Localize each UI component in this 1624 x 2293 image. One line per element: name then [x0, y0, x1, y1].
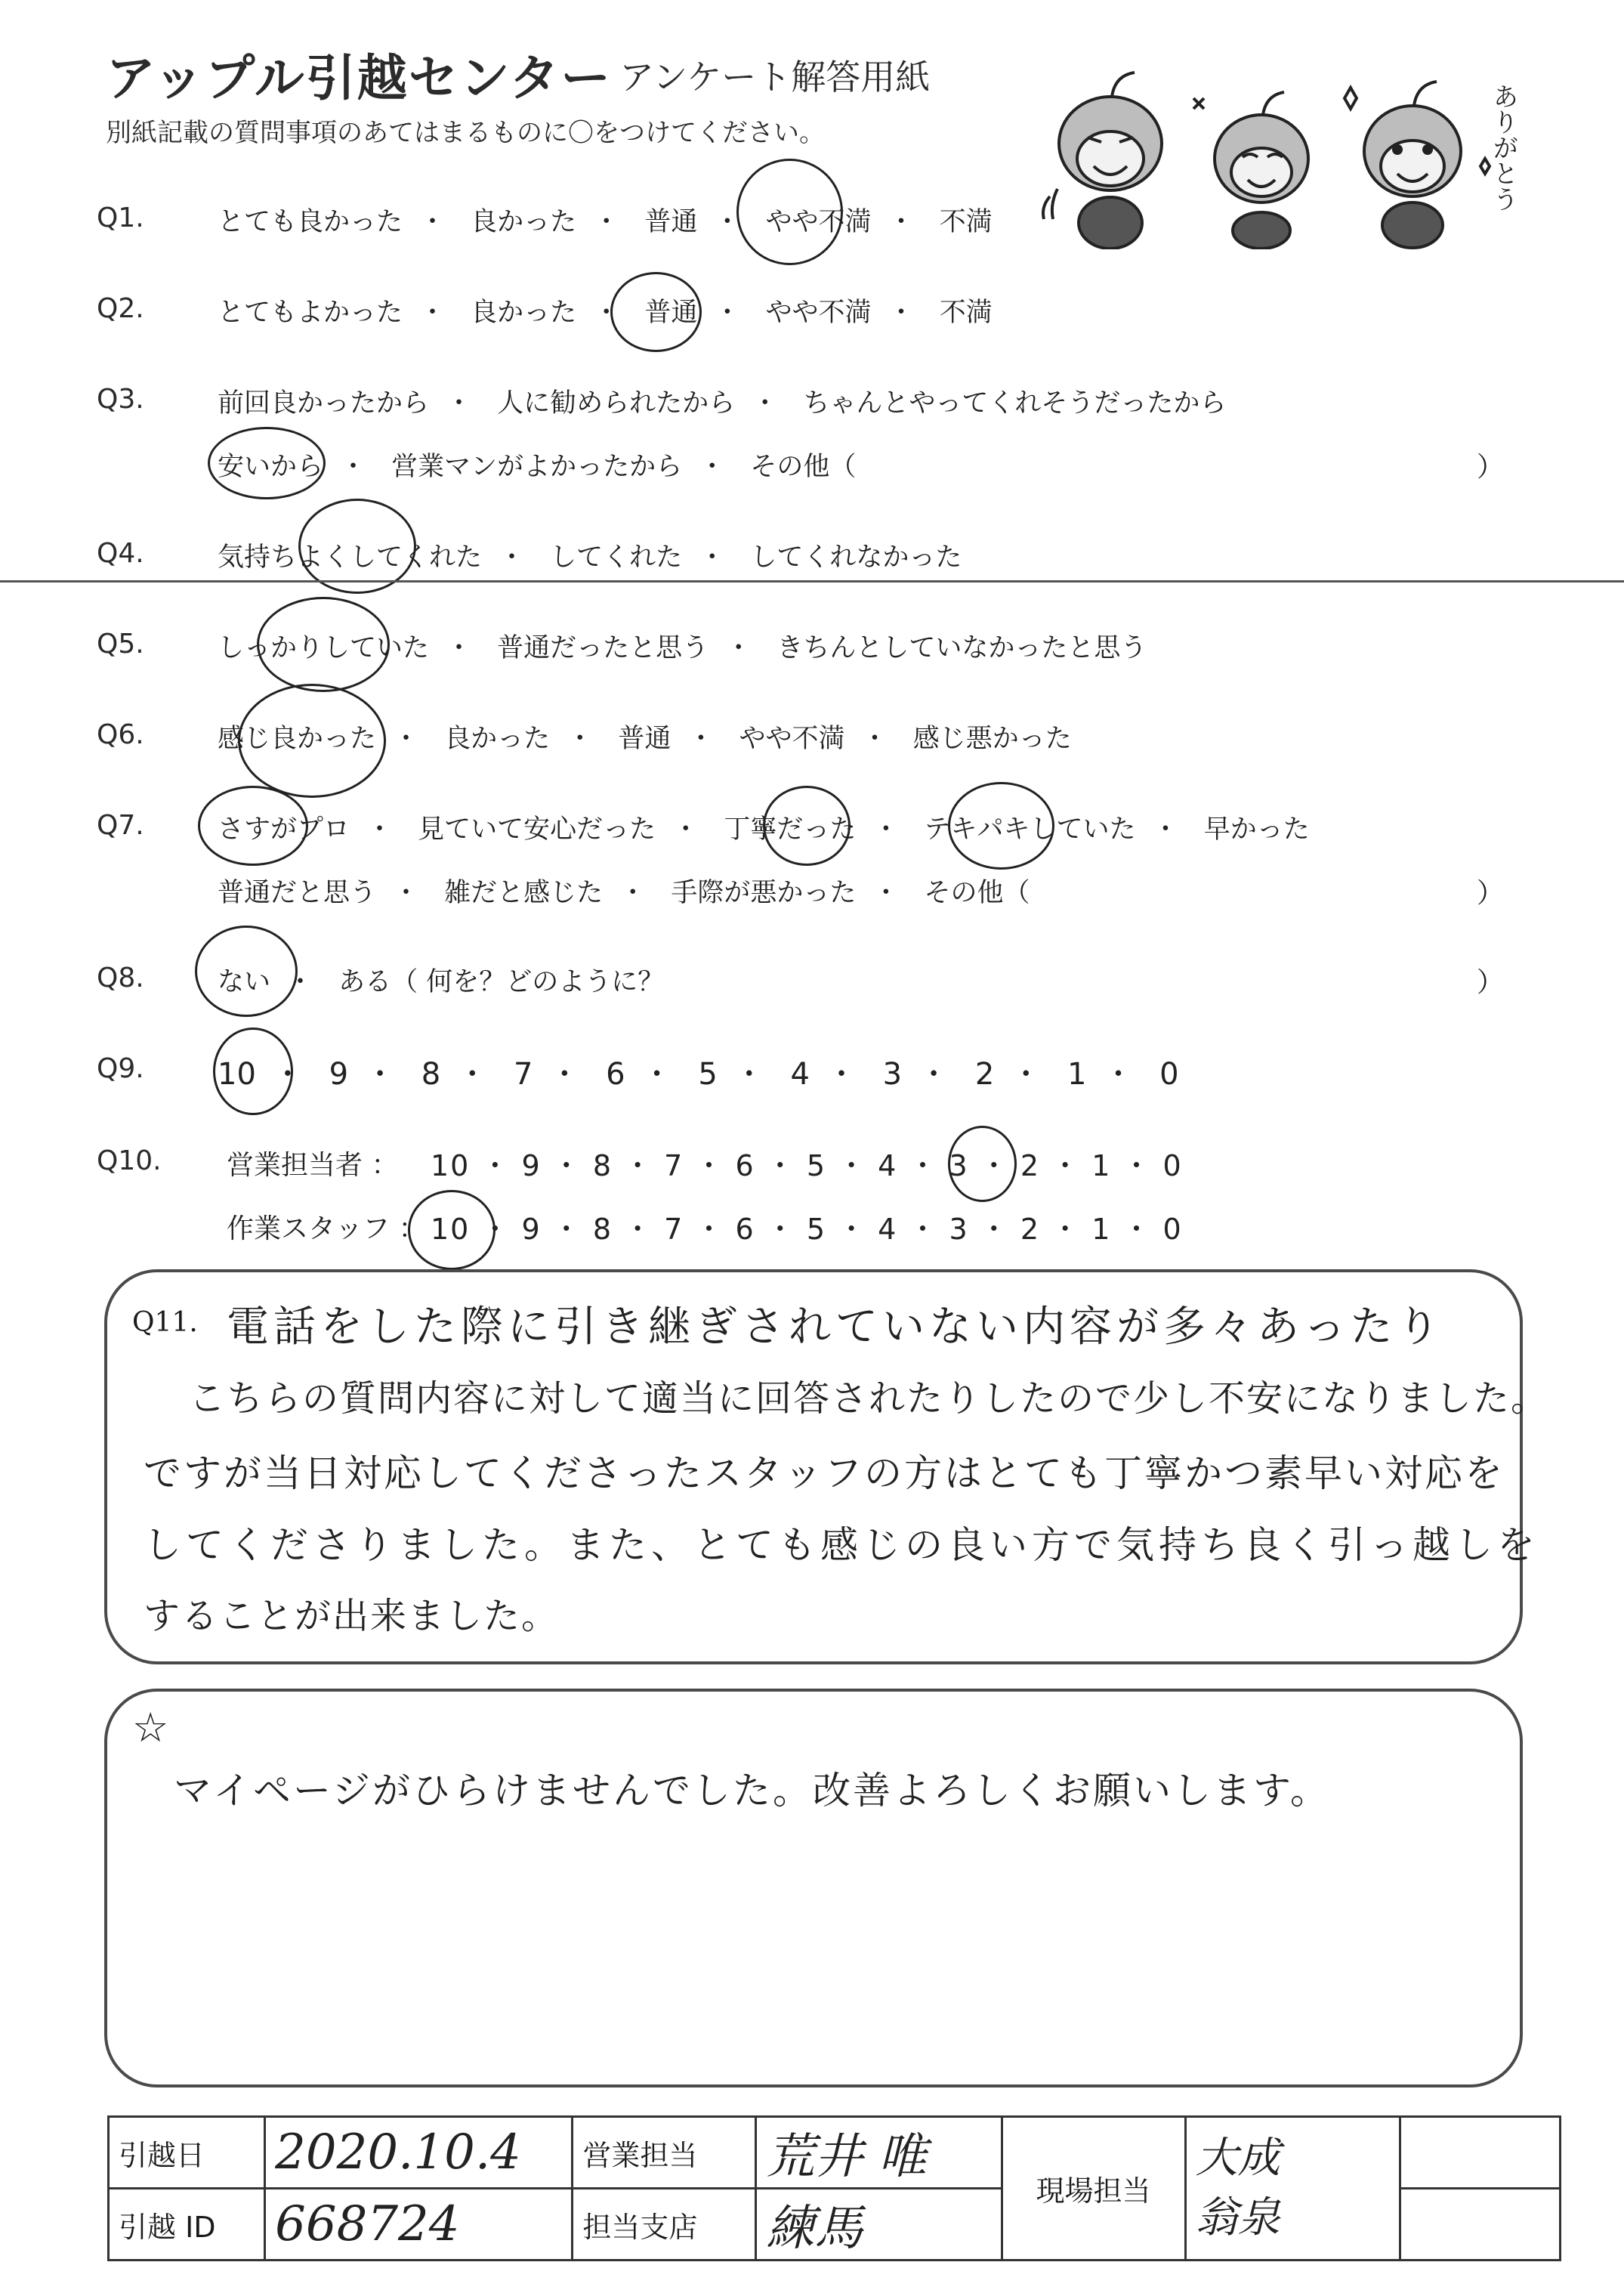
- q10-label: Q10.: [97, 1145, 162, 1176]
- q5-label: Q5.: [97, 629, 144, 660]
- q7-option-7[interactable]: 雑だと感じた: [444, 878, 604, 908]
- q7-option-3[interactable]: 丁寧だった: [724, 814, 857, 845]
- q7-option-9[interactable]: その他（: [924, 878, 1030, 908]
- q11-line-4: してくださりました。また、とても感じの良い方で気持ち良く引っ越しを: [144, 1523, 1539, 1567]
- q7-answer-circle-2: [763, 786, 851, 866]
- q3-paren-close: ）: [1477, 452, 1505, 483]
- mascot-illustration: [1027, 53, 1556, 249]
- q7-answer-circle-3: [948, 782, 1054, 870]
- empty-cell-bottom: [1400, 2189, 1560, 2261]
- q1-option-4[interactable]: やや不満: [765, 207, 872, 237]
- q4-option-2[interactable]: してくれた: [550, 542, 683, 573]
- q10-staff-name: 作業スタッフ: [227, 1213, 391, 1244]
- moving-id-value[interactable]: 668724: [265, 2189, 573, 2261]
- q10-sales-name: 営業担当者: [227, 1150, 363, 1181]
- q6-option-4[interactable]: やや不満: [739, 724, 845, 754]
- q11-line-2: こちらの質問内容に対して適当に回答されたりしたので少し不安になりました。: [189, 1377, 1549, 1420]
- q8-options: ない ・ ある（ 何を？どのように？: [218, 967, 665, 997]
- q8-answer-circle: [195, 926, 298, 1017]
- q7-options-line2: 普通だと思う ・ 雑だと感じた ・ 手際が悪かった ・ その他（: [218, 878, 1030, 908]
- q6-option-2[interactable]: 良かった: [444, 724, 551, 754]
- q9-answer-circle: [213, 1028, 293, 1115]
- q4-options: 気持ちよくしてくれた ・ してくれた ・ してくれなかった: [218, 542, 962, 573]
- q9-option-4[interactable]: 4: [790, 1057, 810, 1092]
- sales-rep-label: 営業担当: [573, 2117, 756, 2189]
- star-comment-box[interactable]: [104, 1689, 1523, 2087]
- q9-label: Q9.: [97, 1053, 144, 1084]
- q7-option-2[interactable]: 見ていて安心だった: [418, 814, 656, 845]
- moving-id-label: 引越 ID: [109, 2189, 265, 2261]
- q7-options-line1: さすがプロ ・ 見ていて安心だった ・ 丁寧だった ・ テキパキしていた ・ 早かった: [218, 814, 1310, 845]
- q8-paren-close: ）: [1477, 967, 1505, 998]
- q1-options: とても良かった ・ 良かった ・ 普通 ・ やや不満 ・ 不満: [218, 207, 993, 237]
- q9-option-7[interactable]: 7: [513, 1057, 533, 1092]
- site-rep-value-1: 大成: [1195, 2134, 1280, 2183]
- q1-option-5[interactable]: 不満: [939, 207, 993, 237]
- star-comment-text: マイページがひらけませんでした。改善よろしくお願いします。: [174, 1769, 1330, 1812]
- q7-option-8[interactable]: 手際が悪かった: [671, 878, 857, 908]
- q5-option-2[interactable]: 普通だったと思う: [497, 633, 709, 663]
- moving-date-label: 引越日: [109, 2117, 265, 2189]
- q2-option-1[interactable]: とてもよかった: [218, 298, 403, 328]
- branch-label: 担当支店: [573, 2189, 756, 2261]
- q7-option-1[interactable]: さすがプロ: [218, 814, 350, 845]
- q9-option-10[interactable]: 10: [218, 1057, 256, 1092]
- sales-rep-value[interactable]: 荒井 唯: [756, 2117, 1002, 2189]
- q3-options-line1: 前回良かったから ・ 人に勧められたから ・ ちゃんとやってくれそうだったから: [218, 388, 1227, 419]
- q2-label: Q2.: [97, 293, 144, 324]
- q10-staff-scale[interactable]: 10 ・ 9 ・ 8 ・ 7 ・ 6 ・ 5 ・ 4 ・ 3 ・ 2 ・ 1 ・ 0: [431, 1213, 1183, 1246]
- q1-label: Q1.: [97, 202, 144, 233]
- q7-answer-circle-1: [198, 786, 308, 866]
- q4-option-3[interactable]: してくれなかった: [750, 542, 962, 573]
- q3-option-2[interactable]: 人に勧められたから: [497, 388, 736, 419]
- q3-option-1[interactable]: 前回良かったから: [218, 388, 430, 419]
- q10-staff-colon: ：: [398, 1213, 426, 1244]
- q9-option-9[interactable]: 9: [329, 1057, 349, 1092]
- q9-option-3[interactable]: 3: [882, 1057, 903, 1092]
- site-rep-label: 現場担当: [1002, 2117, 1185, 2261]
- q11-label: Q11.: [132, 1307, 198, 1338]
- q2-option-3[interactable]: 普通: [644, 298, 698, 328]
- q5-option-3[interactable]: きちんとしていなかったと思う: [776, 633, 1147, 663]
- mascot-thanks-text: ありがとう: [1488, 83, 1518, 212]
- q8-option-1[interactable]: ない: [218, 967, 271, 997]
- survey-subtitle: アンケート解答用紙: [619, 57, 931, 97]
- q9-options: 10 ・ 9 ・ 8 ・ 7 ・ 6 ・ 5 ・ 4 ・ 3 ・ 2 ・ 1 ・ 0: [218, 1057, 1179, 1092]
- site-rep-value-2: 翁泉: [1195, 2193, 1280, 2242]
- q9-option-1[interactable]: 1: [1067, 1057, 1087, 1092]
- q3-option-5[interactable]: 営業マンがよかったから: [391, 452, 683, 482]
- q10-sales-answer-circle: [948, 1126, 1017, 1202]
- q9-option-6[interactable]: 6: [606, 1057, 625, 1092]
- q11-line-1: 電話をした際に引き継ぎされていない内容が多々あったり: [227, 1303, 1444, 1352]
- q6-option-3[interactable]: 普通: [618, 724, 672, 754]
- q2-option-4[interactable]: やや不満: [765, 298, 872, 328]
- q3-option-4[interactable]: 安いから: [218, 452, 324, 482]
- q4-label: Q4.: [97, 538, 144, 569]
- q1-option-1[interactable]: とても良かった: [218, 207, 403, 237]
- q9-option-8[interactable]: 8: [421, 1057, 441, 1092]
- instruction-text: 別紙記載の質問事項のあてはまるものに〇をつけてください。: [106, 118, 825, 148]
- empty-cell-top: [1400, 2117, 1560, 2189]
- q5-option-1[interactable]: しっかりしていた: [218, 633, 430, 663]
- q7-option-4[interactable]: テキパキしていた: [924, 814, 1136, 845]
- q10-staff-answer-circle: [408, 1190, 496, 1270]
- q2-answer-circle: [610, 272, 702, 352]
- q3-option-6[interactable]: その他（: [750, 452, 857, 482]
- site-rep-value[interactable]: [1185, 2117, 1400, 2261]
- q10-sales-scale[interactable]: 10 ・ 9 ・ 8 ・ 7 ・ 6 ・ 5 ・ 4 ・ 3 ・ 2 ・ 1 ・ 0: [431, 1149, 1183, 1182]
- q2-option-5[interactable]: 不満: [939, 298, 993, 328]
- branch-value[interactable]: 練馬: [756, 2189, 1002, 2261]
- q10-sales-colon: ：: [371, 1150, 399, 1181]
- q4-option-1[interactable]: 気持ちよくしてくれた: [218, 542, 483, 573]
- q2-option-2[interactable]: 良かった: [471, 298, 577, 328]
- page-divider: [0, 580, 1624, 583]
- q3-options-line2: 安いから ・ 営業マンがよかったから ・ その他（: [218, 452, 857, 482]
- q1-option-3[interactable]: 普通: [644, 207, 698, 237]
- moving-date-value[interactable]: 2020.10.4: [265, 2117, 573, 2189]
- q9-option-5[interactable]: 5: [698, 1057, 718, 1092]
- q6-label: Q6.: [97, 719, 144, 750]
- q11-line-5: することが出来ました。: [144, 1595, 560, 1637]
- q7-option-5[interactable]: 早かった: [1203, 814, 1310, 845]
- survey-title: アップル引越センター: [106, 49, 613, 107]
- q3-label: Q3.: [97, 384, 144, 415]
- q6-options: 感じ良かった ・ 良かった ・ 普通 ・ やや不満 ・ 感じ悪かった: [218, 724, 1072, 754]
- q7-label: Q7.: [97, 810, 144, 841]
- q6-answer-circle: [238, 684, 386, 798]
- q5-answer-circle: [257, 597, 390, 692]
- q1-answer-circle: [736, 159, 843, 265]
- q8-option-2[interactable]: ある（ 何を？どのように？: [338, 967, 665, 997]
- q3-option-3[interactable]: ちゃんとやってくれそうだったから: [803, 388, 1227, 419]
- q1-option-2[interactable]: 良かった: [471, 207, 577, 237]
- q11-line-3: ですが当日対応してくださったスタッフの方はとても丁寧かつ素早い対応を: [144, 1451, 1505, 1495]
- q6-option-5[interactable]: 感じ悪かった: [912, 724, 1072, 754]
- q5-options: しっかりしていた ・ 普通だったと思う ・ きちんとしていなかったと思う: [218, 633, 1147, 663]
- q7-option-6[interactable]: 普通だと思う: [218, 878, 377, 908]
- q9-option-2[interactable]: 2: [974, 1057, 995, 1092]
- q9-option-0[interactable]: 0: [1159, 1057, 1179, 1092]
- q2-options: とてもよかった ・ 良かった ・ 普通 ・ やや不満 ・ 不満: [218, 298, 993, 328]
- footer-info-table: [107, 2115, 1561, 2261]
- q10-staff-label: [227, 1207, 425, 1246]
- q10-sales-label: [227, 1144, 398, 1182]
- q8-label: Q8.: [97, 963, 144, 994]
- q7-paren-close: ）: [1477, 878, 1505, 909]
- q3-answer-circle: [208, 427, 326, 499]
- star-icon: ☆: [132, 1704, 169, 1751]
- q6-option-1[interactable]: 感じ良かった: [218, 724, 377, 754]
